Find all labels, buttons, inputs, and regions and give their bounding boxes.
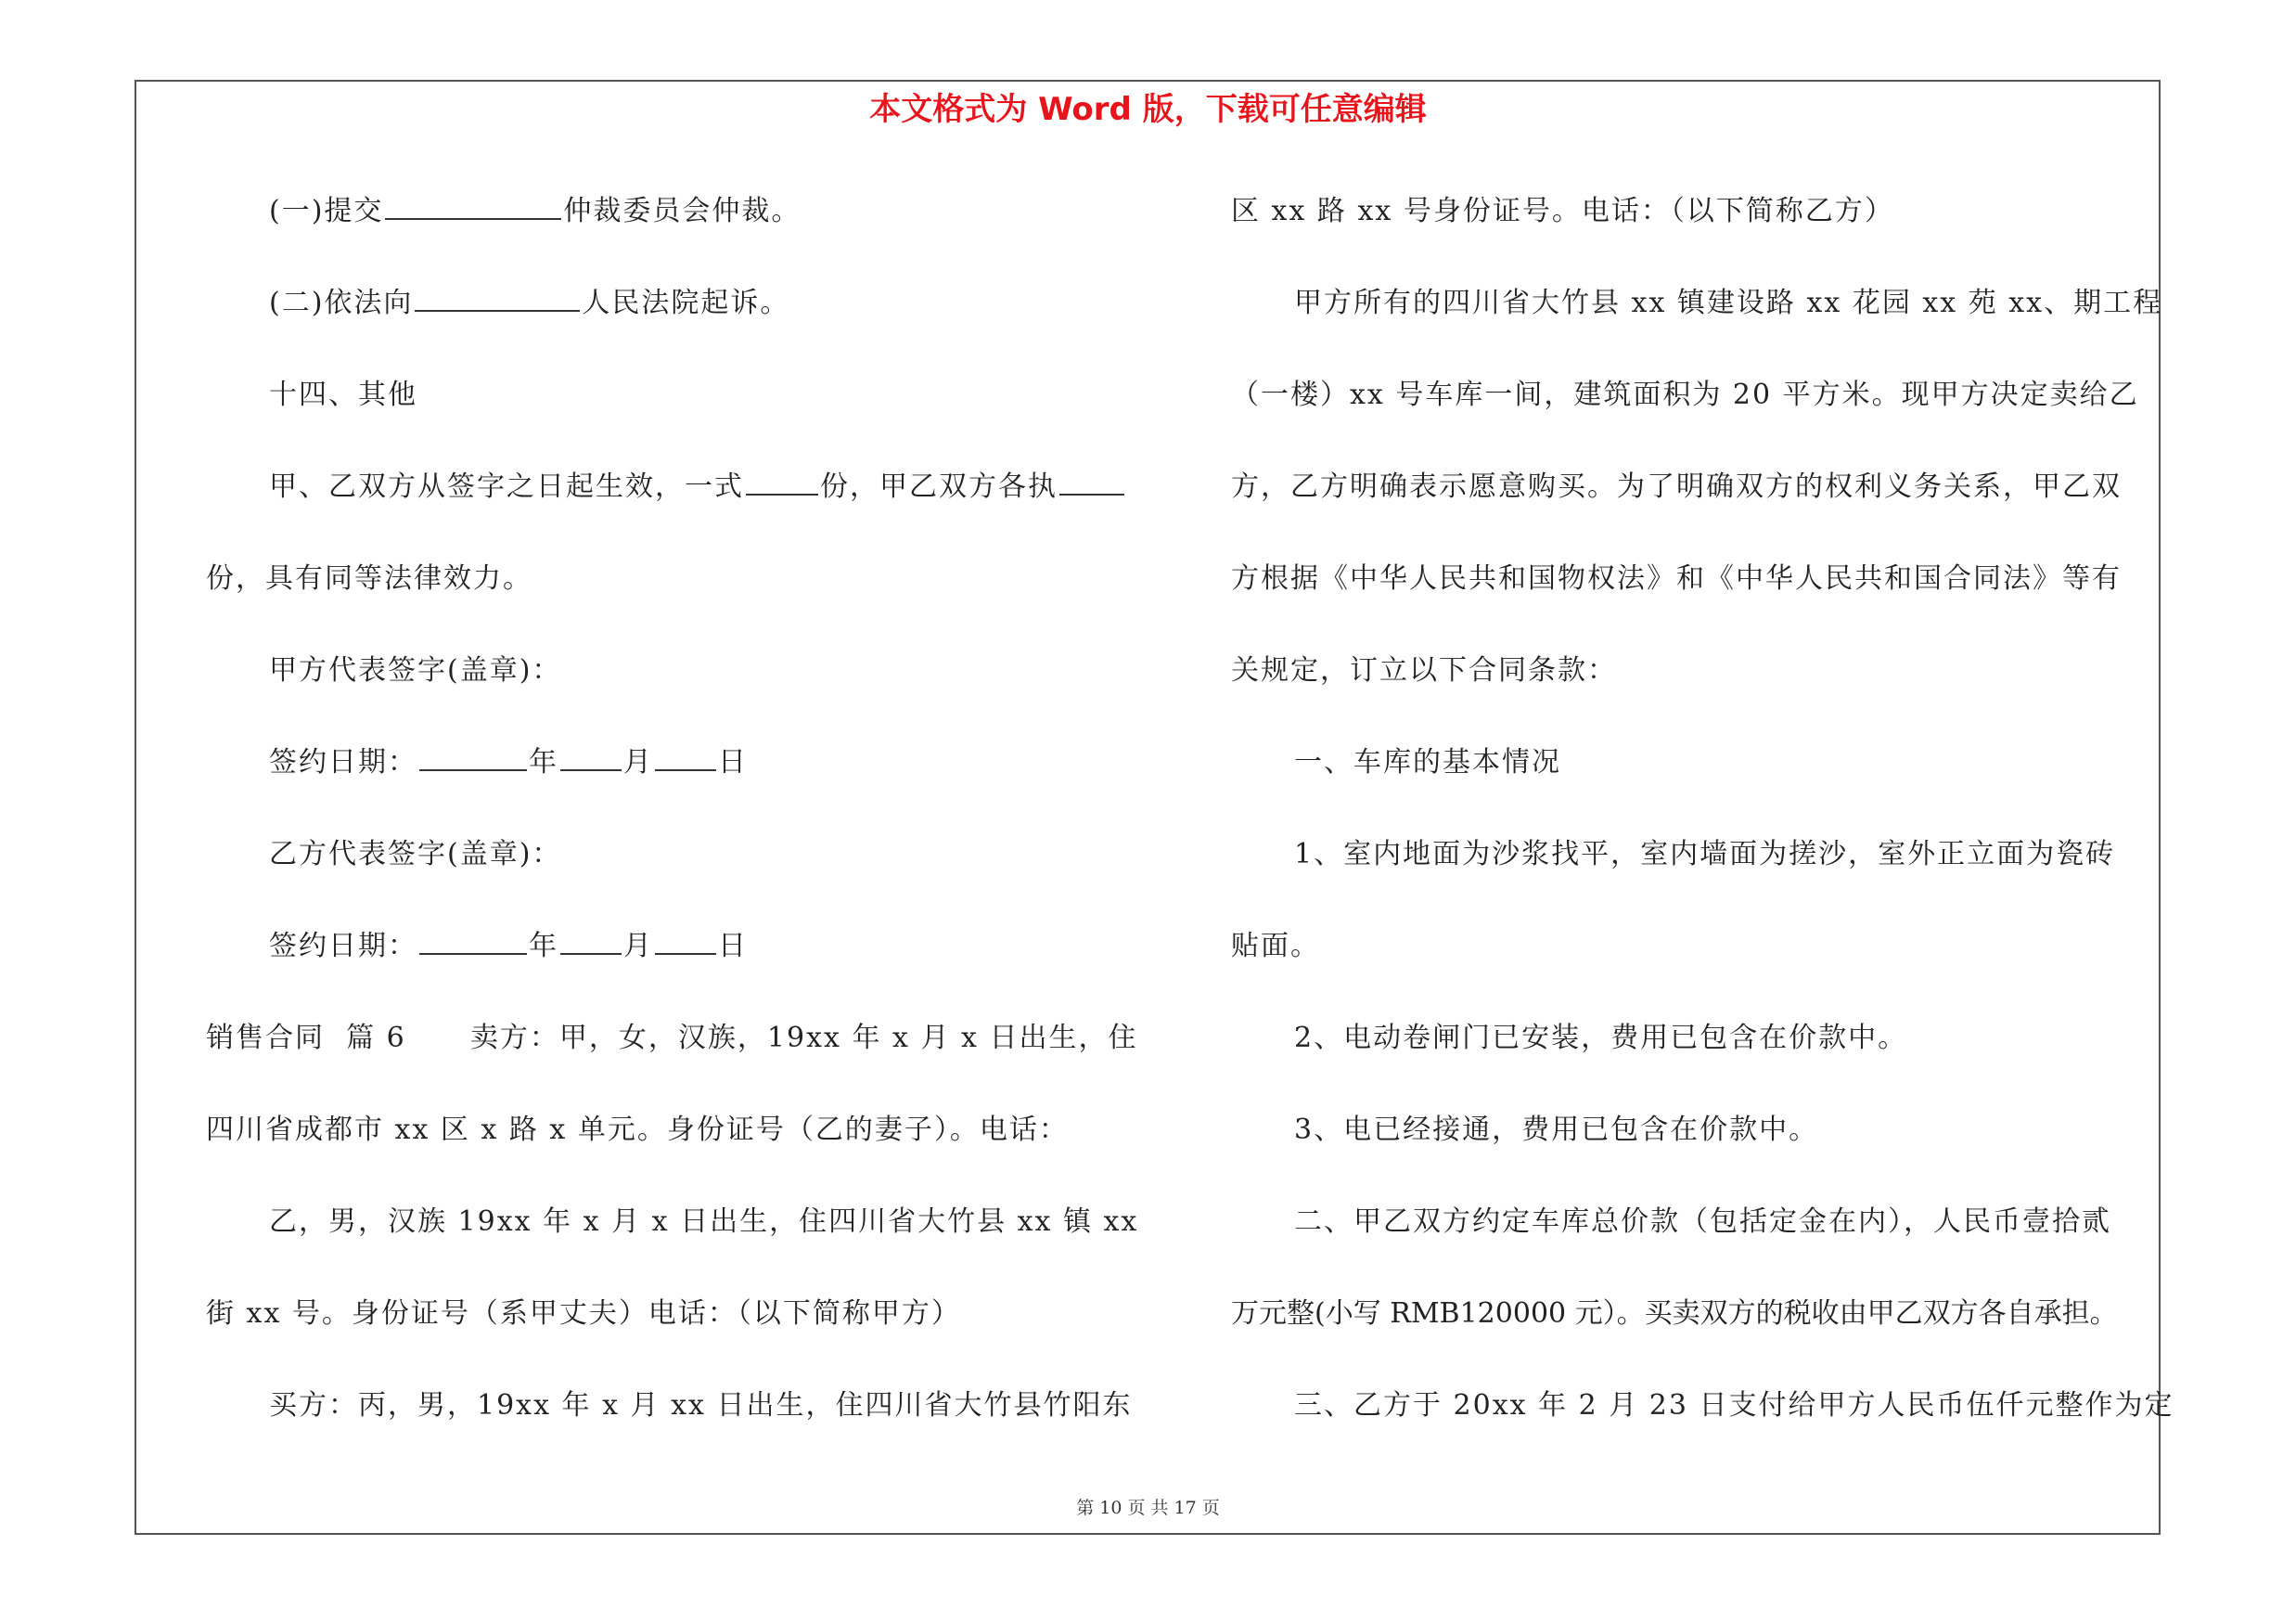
fill-blank xyxy=(419,920,527,955)
text-segment: 日 xyxy=(718,930,748,962)
text-segment: (一)提交 xyxy=(269,195,384,227)
section-heading: 十四、其他 xyxy=(269,379,417,411)
fill-blank xyxy=(655,920,716,955)
text-line: 贴面。 xyxy=(1231,930,1320,962)
text-line: 万元整(小写 RMB120000 元）。买卖双方的税收由甲乙双方各自承担。 xyxy=(1231,1297,2118,1330)
fill-blank xyxy=(419,736,527,771)
fill-blank xyxy=(560,736,622,771)
date-line xyxy=(206,735,748,791)
text-line: 销售合同 篇 6 卖方：甲，女，汉族，19xx 年 x 月 x 日出生，住 xyxy=(206,1022,1138,1054)
fill-blank xyxy=(1059,460,1124,496)
text-line xyxy=(206,184,801,239)
page-number: 第 10 页 共 17 页 xyxy=(1076,1498,1220,1518)
text-line: 买方：丙，男，19xx 年 x 月 xx 日出生，住四川省大竹县竹阳东 xyxy=(269,1389,1133,1422)
text-segment: 份，甲乙双方各执 xyxy=(820,470,1058,503)
text-line: 方，乙方明确表示愿意购买。为了明确双方的权利义务关系，甲乙双 xyxy=(1231,470,2122,503)
text-line: 乙，男，汉族 19xx 年 x 月 x 日出生，住四川省大竹县 xx 镇 xx xyxy=(269,1205,1139,1238)
text-segment: 年 xyxy=(529,930,558,962)
text-line: 关规定，订立以下合同条款： xyxy=(1231,654,1617,687)
fill-blank xyxy=(655,736,716,771)
text-line: 1、室内地面为沙浆找平，室内墙面为搓沙，室外正立面为瓷砖 xyxy=(1294,838,2116,870)
text-segment: 签约日期： xyxy=(269,746,417,779)
text-segment: (二)依法向 xyxy=(269,287,414,319)
text-segment: 月 xyxy=(623,930,653,962)
text-line: 街 xx 号。身份证号（系甲丈夫）电话：（以下简称甲方） xyxy=(206,1297,961,1330)
signature-line-party-b: 乙方代表签字(盖章)： xyxy=(269,838,562,870)
text-line xyxy=(206,276,789,331)
text-line: 份，具有同等法律效力。 xyxy=(206,562,532,595)
fill-blank xyxy=(415,277,580,312)
section-heading: 一、车库的基本情况 xyxy=(1294,746,1561,779)
fill-blank xyxy=(746,460,818,496)
text-line: 3、电已经接通，费用已包含在价款中。 xyxy=(1294,1114,1819,1146)
text-segment: 月 xyxy=(623,746,653,779)
text-segment: 人民法院起诉。 xyxy=(582,287,790,319)
text-line: 四川省成都市 xx 区 x 路 x 单元。身份证号（乙的妻子）。电话： xyxy=(206,1114,1069,1146)
text-line xyxy=(206,459,1126,515)
text-line: 甲方所有的四川省大竹县 xx 镇建设路 xx 花园 xx 苑 xx、期工程 xyxy=(1294,287,2163,319)
text-segment: 年 xyxy=(529,746,558,779)
text-line: 方根据《中华人民共和国物权法》和《中华人民共和国合同法》等有 xyxy=(1231,562,2122,595)
text-segment: 日 xyxy=(718,746,748,779)
text-segment: 甲、乙双方从签字之日起生效，一式 xyxy=(269,470,744,503)
fill-blank xyxy=(385,185,561,220)
text-line: （一楼）xx 号车库一间，建筑面积为 20 平方米。现甲方决定卖给乙 xyxy=(1231,379,2139,411)
text-segment: 仲裁委员会仲裁。 xyxy=(563,195,802,227)
signature-line-party-a: 甲方代表签字(盖章)： xyxy=(269,654,562,687)
date-line xyxy=(206,919,748,974)
text-line: 2、电动卷闸门已安装，费用已包含在价款中。 xyxy=(1294,1022,1908,1054)
text-line: 二、甲乙双方约定车库总价款（包括定金在内），人民币壹拾贰 xyxy=(1294,1205,2111,1238)
text-line: 三、乙方于 20xx 年 2 月 23 日支付给甲方人民币伍仟元整作为定 xyxy=(1294,1389,2174,1422)
text-segment: 签约日期： xyxy=(269,930,417,962)
fill-blank xyxy=(560,920,622,955)
text-line: 区 xx 路 xx 号身份证号。电话：（以下简称乙方） xyxy=(1231,195,1894,227)
format-banner: 本文格式为 Word 版，下载可任意编辑 xyxy=(869,91,1427,128)
